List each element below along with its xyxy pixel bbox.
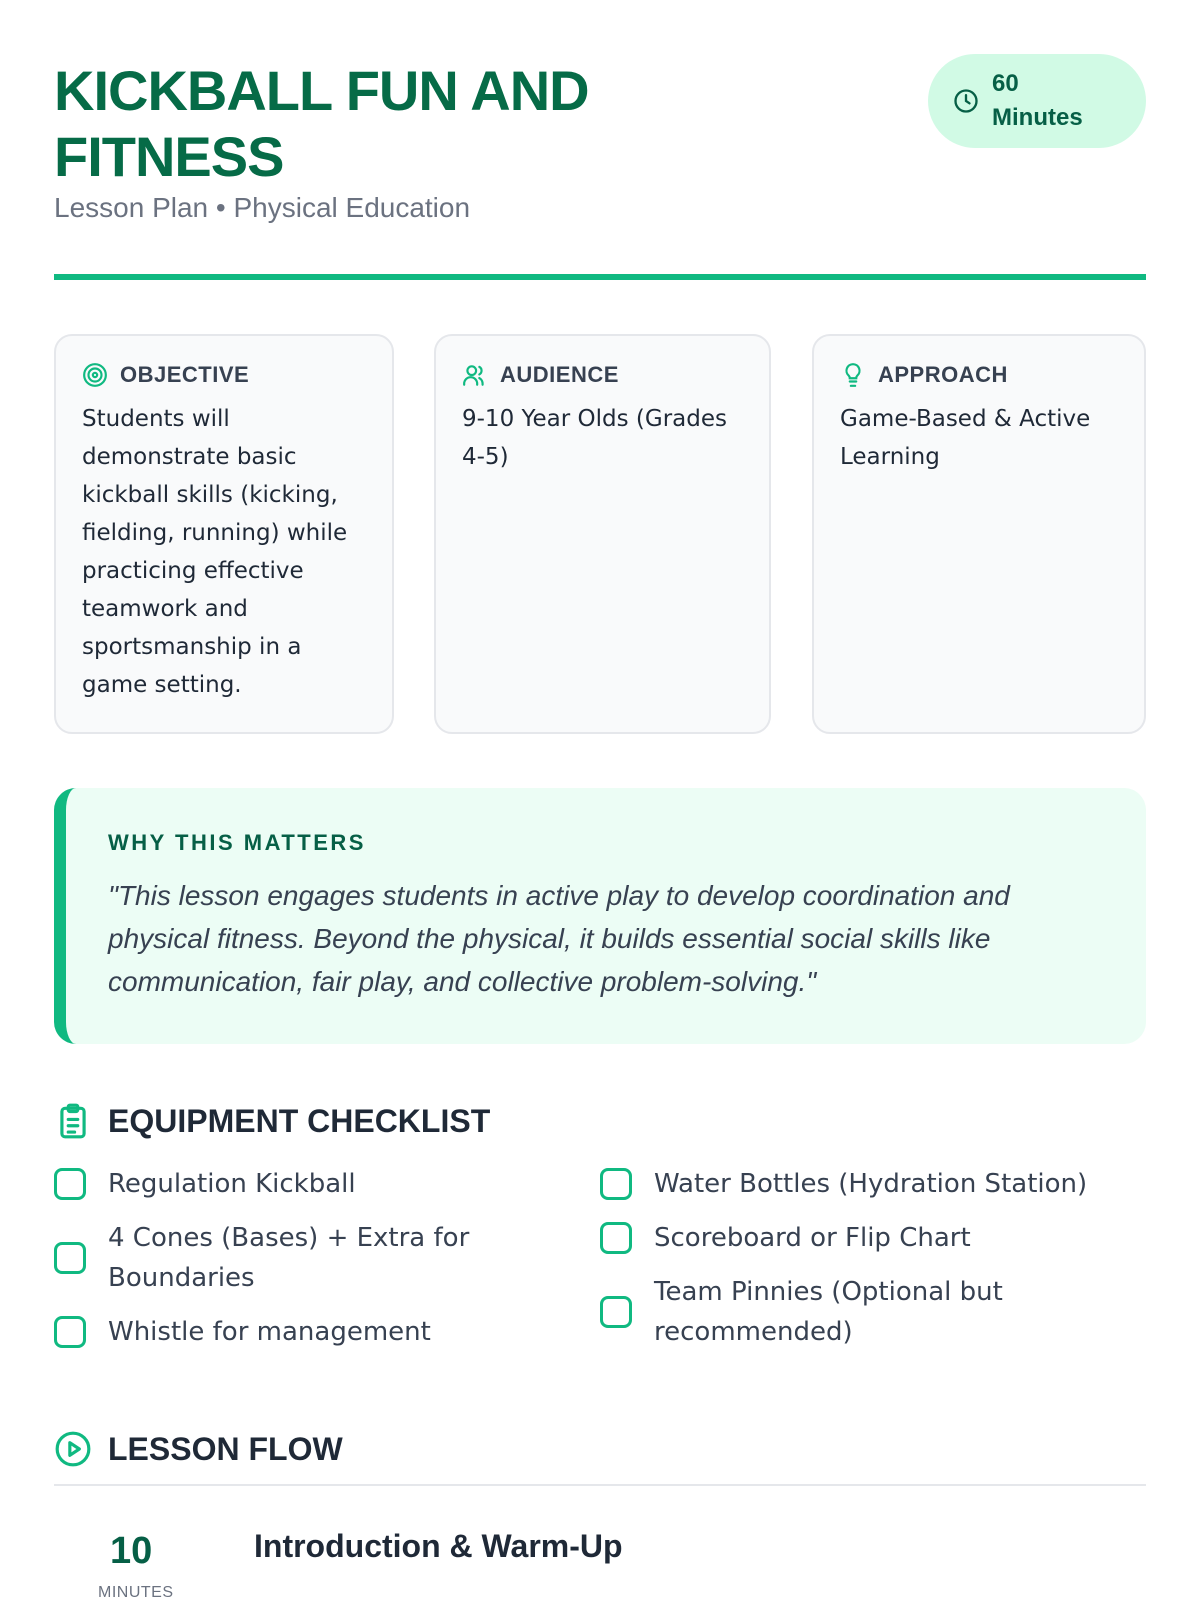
- play-circle-icon: [54, 1430, 92, 1468]
- checklist-column-left: [54, 1164, 600, 1366]
- checkbox[interactable]: [600, 1296, 632, 1328]
- target-icon: [82, 362, 108, 388]
- equipment-section-header: [54, 1102, 490, 1140]
- checkbox[interactable]: [600, 1168, 632, 1200]
- checklist-item[interactable]: [54, 1164, 600, 1204]
- lesson-flow-section-header: [54, 1430, 343, 1468]
- lesson-plan-page: [54, 0, 1146, 1600]
- step-title: Introduction & Warm-Up: [254, 1528, 623, 1564]
- checkbox[interactable]: [54, 1316, 86, 1348]
- checklist-item[interactable]: [54, 1312, 600, 1352]
- header-divider: [54, 274, 1146, 280]
- step-minutes-unit: MINUTES: [98, 1584, 174, 1600]
- lesson-flow-divider: [54, 1484, 1146, 1486]
- objective-card: [54, 334, 394, 734]
- lightbulb-icon: [840, 362, 866, 388]
- checklist-item-label: Team Pinnies (Optional but recommended): [654, 1277, 1003, 1347]
- checklist-item[interactable]: [600, 1164, 1146, 1204]
- why-quote: "This lesson engages students in active play to develop coordination and physical fitness. Beyond the physical, it builds essential social skills like communication, fair play, and collective problem-solving.": [108, 880, 1010, 997]
- checklist-item[interactable]: [600, 1218, 1146, 1258]
- users-icon: [462, 362, 488, 388]
- why-this-matters-callout: [54, 788, 1146, 1044]
- checklist-column-right: [600, 1164, 1146, 1366]
- checklist-item[interactable]: [54, 1218, 600, 1298]
- checklist-item-label: Scoreboard or Flip Chart: [654, 1223, 971, 1253]
- audience-label: AUDIENCE: [500, 362, 619, 387]
- objective-label: OBJECTIVE: [120, 362, 250, 387]
- checkbox[interactable]: [54, 1242, 86, 1274]
- checkbox[interactable]: [54, 1168, 86, 1200]
- equipment-checklist: [54, 1164, 1146, 1366]
- approach-card: [812, 334, 1146, 734]
- checklist-item-label: 4 Cones (Bases) + Extra for Boundaries: [108, 1223, 470, 1293]
- checklist-item-label: Water Bottles (Hydration Station): [654, 1169, 1088, 1199]
- clock-icon: [952, 87, 980, 115]
- equipment-title: EQUIPMENT CHECKLIST: [108, 1102, 491, 1139]
- step-minutes: 10: [110, 1530, 153, 1572]
- objective-text: Students will demonstrate basic kickball skills (kicking, fielding, running) while practicing effective teamwork and sportsmanship in a game setting.: [82, 406, 348, 698]
- checklist-item[interactable]: [600, 1272, 1146, 1352]
- duration-badge: [928, 54, 1146, 148]
- page-subtitle: Lesson Plan • Physical Education: [54, 192, 471, 223]
- why-label: WHY THIS MATTERS: [108, 830, 366, 855]
- lesson-flow-title: LESSON FLOW: [108, 1430, 343, 1467]
- checkbox[interactable]: [600, 1222, 632, 1254]
- page-title: KICKBALL FUN AND FITNESS: [54, 59, 589, 188]
- audience-text: 9-10 Year Olds (Grades 4-5): [462, 406, 727, 470]
- checklist-item-label: Regulation Kickball: [108, 1169, 356, 1199]
- approach-text: Game-Based & Active Learning: [840, 406, 1091, 470]
- clipboard-icon: [54, 1102, 92, 1140]
- duration-text: 60 Minutes: [992, 70, 1083, 131]
- checklist-item-label: Whistle for management: [108, 1317, 431, 1347]
- approach-label: APPROACH: [878, 362, 1008, 387]
- audience-card: [434, 334, 771, 734]
